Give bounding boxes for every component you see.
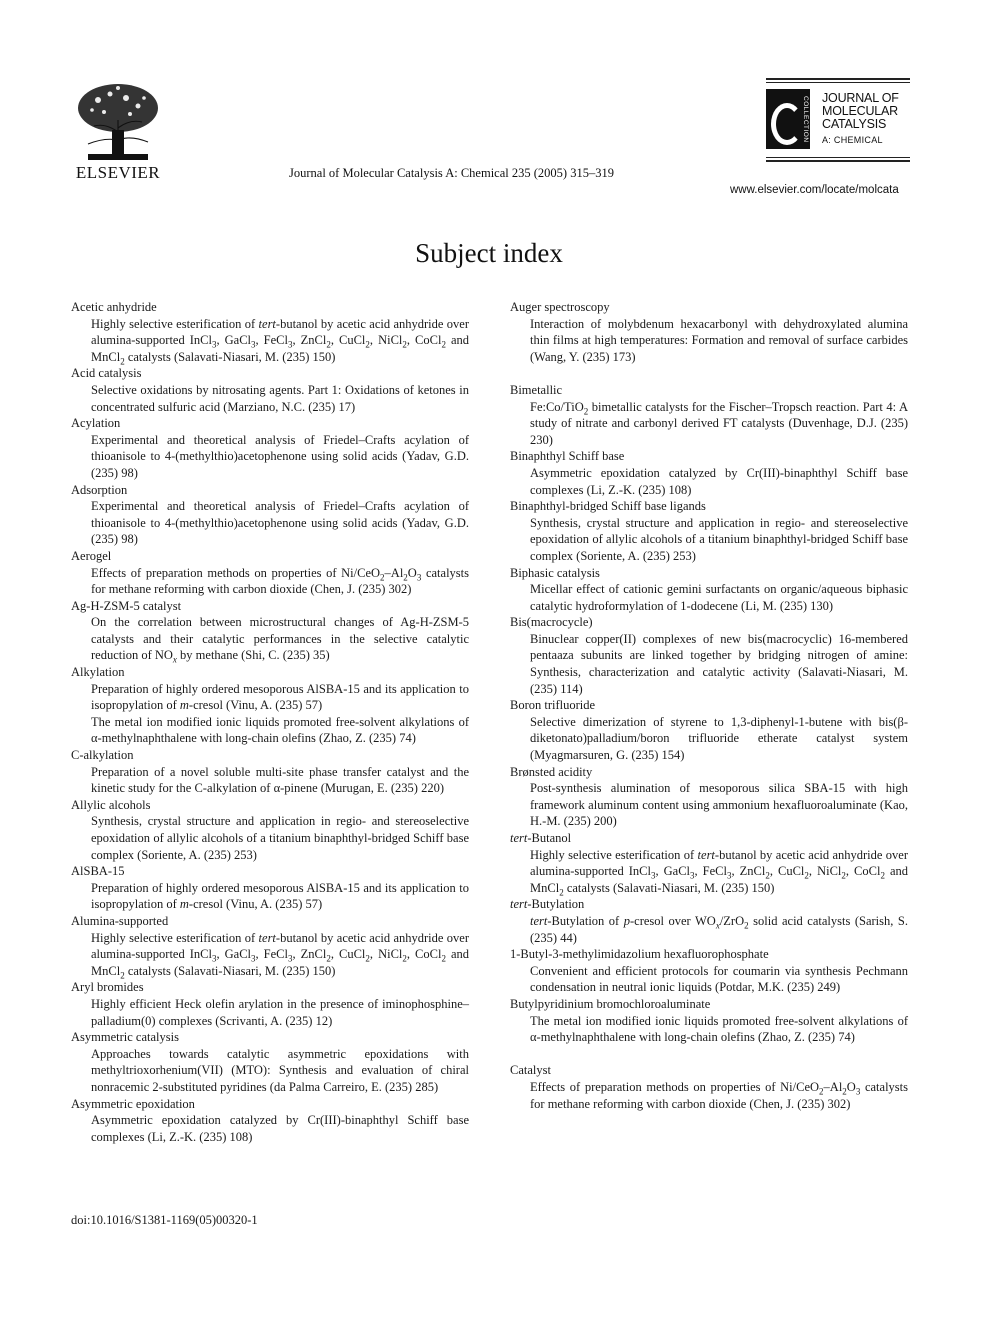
index-entry: Preparation of a novel soluble multi-site phase transfer catalyst and the kinetic study for the C-alkylation of α-pinene (Murugan, E. (235) 220) xyxy=(91,764,469,796)
index-term: tert-Butanol xyxy=(510,831,572,845)
doi-footer[interactable]: doi:10.1016/S1381-1169(05)00320-1 xyxy=(71,1213,258,1227)
index-entry: Experimental and theoretical analysis of Friedel–Crafts acylation of thioanisole to 4-(methylthio)acetophenone using solid acids (Yadav, G.D. (235) 98) xyxy=(91,432,469,480)
index-entry: Micellar effect of cationic gemini surfactants on organic/aqueous biphasic catalytic hydroformylation of 1-dodecene (Li, M. (235) 130) xyxy=(530,582,908,613)
index-gap xyxy=(510,1046,908,1063)
divider xyxy=(766,78,910,80)
index-term: Acylation xyxy=(71,416,121,431)
index-term: 1-Butyl-3-methylimidazolium hexafluorophosphate xyxy=(510,947,769,962)
journal-logo-box xyxy=(766,78,910,164)
journal-title-line: CATALYSIS xyxy=(822,117,887,131)
index-column-right xyxy=(510,299,908,1112)
divider xyxy=(766,157,910,158)
divider xyxy=(766,82,910,83)
index-entry: Binuclear copper(II) complexes of new bis(macrocyclic) 16-membered pentaaza subunits are linked together by bridging nitrogen of amine: Synthesis, characterization and catalytic activity (Salavati-Niasari, M. (235) 114) xyxy=(530,631,908,696)
index-entry: Selective oxidations by nitrosating agents. Part 1: Oxidations of ketones in concentrated sulfuric acid (Marziano, N.C. (235) 17) xyxy=(91,382,469,414)
index-entry: Convenient and efficient protocols for coumarin via synthesis Pechmann condensation in neutral ionic liquids (Potdar, M.K. (235) 249) xyxy=(530,963,908,995)
index-term: Ag-H-ZSM-5 catalyst xyxy=(71,598,182,613)
publisher-name: ELSEVIER xyxy=(75,163,161,182)
index-entry: Synthesis, crystal structure and application in regio- and stereoselective epoxidation of allylic alcohols of a titanium binaphthyl-bridged Schiff base complex (Soriente, A. (235) 253) xyxy=(530,515,908,563)
index-entry: Asymmetric epoxidation catalyzed by Cr(III)-binaphthyl Schiff base complexes (Li, Z.-K. (235) 108) xyxy=(530,465,908,497)
index-entry: Highly selective esterification of tert-butanol by acetic acid anhydride over alumina-supported InCl$_3$, GaCl$_3$, FeCl$_3$, ZnCl$_2$, CuCl$_2$, NiCl$_2$, CoCl$_2$ and MnCl$_2$ catalysts (Salavati-Niasari, M. (235) 150) xyxy=(530,847,909,898)
journal-url-link[interactable]: www.elsevier.com/locate/molcata xyxy=(730,184,899,196)
index-term: Acetic anhydride xyxy=(71,300,157,314)
index-term: Bis(macrocycle) xyxy=(510,615,593,630)
index-term: Bimetallic xyxy=(510,382,563,397)
index-term: Allylic alcohols xyxy=(71,797,151,812)
index-term: Catalyst xyxy=(510,1063,551,1078)
index-entry: Experimental and theoretical analysis of Friedel–Crafts acylation of thioanisole to 4-(methylthio)acetophenone using solid acids (Yadav, G.D. (235) 98) xyxy=(91,499,469,547)
index-term: Asymmetric catalysis xyxy=(71,1030,179,1045)
index-entry: Preparation of highly ordered mesoporous AlSBA-15 and its application to isopropylation of m-cresol (Vinu, A. (235) 57) xyxy=(91,681,469,713)
index-term: Biphasic catalysis xyxy=(510,565,600,580)
divider xyxy=(766,160,910,162)
index-term: Aryl bromides xyxy=(71,980,144,995)
journal-subtitle: A: CHEMICAL xyxy=(822,135,883,145)
index-entry: Selective dimerization of styrene to 1,3-diphenyl-1-butene with bis(β-diketonato)palladium/boron trifluoride etherate catalyst system (Myagmarsuren, G. (235) 154) xyxy=(530,714,908,763)
index-entry: Preparation of highly ordered mesoporous AlSBA-15 and its application to isopropylation of m-cresol (Vinu, A. (235) 57) xyxy=(91,880,469,912)
index-entry: The metal ion modified ionic liquids promoted free-solvent alkylations of α-methylnaphthalene with long-chain olefins (Zhao, Z. (235) 74) xyxy=(91,714,469,746)
elsevier-logo xyxy=(68,80,168,183)
index-term: Butylpyridinium bromochloroaluminate xyxy=(510,996,711,1011)
index-entry: Highly selective esterification of tert-butanol by acetic acid anhydride over alumina-supported InCl$_3$, GaCl$_3$, FeCl$_3$, ZnCl$_2$, CuCl$_2$, NiCl$_2$, CoCl$_2$ and MnCl$_2$ catalysts (Salavati-Niasari, M. (235) 150) xyxy=(91,316,470,367)
index-term: tert-Butylation xyxy=(510,897,585,912)
index-term: Adsorption xyxy=(71,482,128,497)
index-entry: Asymmetric epoxidation catalyzed by Cr(III)-binaphthyl Schiff base complexes (Li, Z.-K. (235) 108) xyxy=(91,1113,469,1144)
journal-logo-side-text: COLLECTION xyxy=(802,95,809,143)
index-term: Asymmetric epoxidation xyxy=(71,1096,195,1111)
index-entry: tert-Butylation of p-cresol over $WO_x/ZrO_2$ solid acid catalysts (Sarish, S. (235) 44) xyxy=(530,913,908,945)
index-entry: Highly efficient Heck olefin arylation in the presence of iminophosphine–palladium(0) complexes (Scrivanti, A. (235) 12) xyxy=(91,996,469,1028)
index-entry: Highly selective esterification of tert-butanol by acetic acid anhydride over alumina-supported InCl$_3$, GaCl$_3$, FeCl$_3$, ZnCl$_2$, CuCl$_2$, NiCl$_2$, CoCl$_2$ and MnCl$_2$ catalysts (Salavati-Niasari, M. (235) 150) xyxy=(91,930,470,981)
index-gap xyxy=(510,365,908,382)
journal-citation: Journal of Molecular Catalysis A: Chemical 235 (2005) 315–319 xyxy=(289,166,614,180)
elsevier-tree-icon xyxy=(68,80,168,162)
index-entry: On the correlation between microstructural changes of Ag-H-ZSM-5 catalysts and their catalytic performances in the selective catalytic reduction of $NO_x$ by methane (Shi, C. (235) 35) xyxy=(91,615,469,665)
index-term: Brønsted acidity xyxy=(510,764,593,779)
page-header xyxy=(0,0,992,220)
journal-logo-icon xyxy=(766,89,810,149)
index-entry: The metal ion modified ionic liquids promoted free-solvent alkylations of α-methylnaphthalene with long-chain olefins (Zhao, Z. (235) 74) xyxy=(530,1013,908,1045)
journal-title xyxy=(822,92,899,147)
index-term: Binaphthyl-bridged Schiff base ligands xyxy=(510,499,706,514)
index-entry: Effects of preparation methods on properties of $Ni/CeO_2-Al_2O_3$ catalysts for methane reforming with carbon dioxide (Chen, J. (235) 302) xyxy=(530,1079,908,1111)
journal-title-line: MOLECULAR xyxy=(822,104,898,118)
journal-title-line: JOURNAL OF xyxy=(822,91,899,105)
index-term: AlSBA-15 xyxy=(71,864,125,879)
index-term: Aerogel xyxy=(71,548,112,563)
index-entry: Fe:Co/TiO$_2$ bimetallic catalysts for the Fischer–Tropsch reaction. Part 4: A study of nitrate and carbonyl derived FT catalysts (Duvenhage, D.J. (235) 230) xyxy=(530,399,908,447)
index-column-left xyxy=(71,299,469,1145)
index-term: Acid catalysis xyxy=(71,366,142,381)
index-entry: Effects of preparation methods on properties of $Ni/CeO_2-Al_2O_3$ catalysts for methane reforming with carbon dioxide (Chen, J. (235) 302) xyxy=(91,565,469,597)
index-term: Binaphthyl Schiff base xyxy=(510,449,625,464)
index-entry: Interaction of molybdenum hexacarbonyl with dehydroxylated alumina thin films at high temperatures: Formation and removal of surface carbides (Wang, Y. (235) 173) xyxy=(530,316,908,364)
index-term: Auger spectroscopy xyxy=(510,300,610,314)
index-entry: Post-synthesis alumination of mesoporous silica SBA-15 with high framework aluminum content using ammonium hexafluoroaluminate (Kao, H.-M. (235) 200) xyxy=(530,781,908,829)
index-term: C-alkylation xyxy=(71,748,134,763)
index-entry: Approaches towards catalytic asymmetric epoxidations with methyltrioxorhenium(VII) (MTO): Synthesis and evaluation of chiral nonracemic 2-substituted pyridines (da Palma Carreiro, E. (235) 285) xyxy=(91,1046,469,1094)
index-term: Alumina-supported xyxy=(71,913,169,928)
index-entry: Synthesis, crystal structure and application in regio- and stereoselective epoxidation of allylic alcohols of a titanium binaphthyl-bridged Schiff base complex (Soriente, A. (235) 253) xyxy=(91,814,469,862)
page-title: Subject index xyxy=(415,238,563,268)
index-term: Boron trifluoride xyxy=(510,698,596,713)
index-term: Alkylation xyxy=(71,665,125,680)
